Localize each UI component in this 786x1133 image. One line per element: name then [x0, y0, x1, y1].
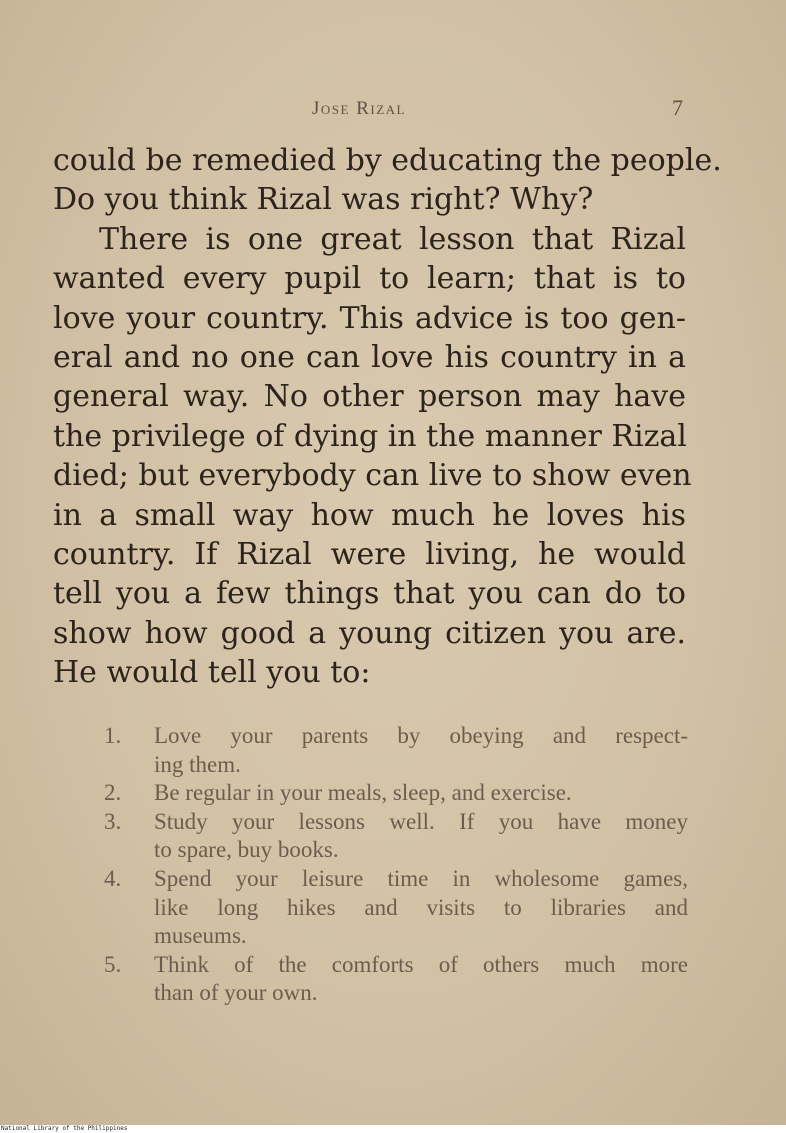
list-item	[104, 722, 688, 779]
list-item-line: museums.	[154, 923, 247, 949]
running-head	[0, 95, 786, 124]
body-line: eral and no one can love his country in a	[53, 340, 686, 376]
body-line: He would tell you to:	[53, 655, 371, 691]
body-line: love your country. This advice is too gen-	[53, 300, 686, 336]
running-title: Jose Rizal	[312, 98, 406, 119]
body-line: died; but everybody can live to show even	[53, 458, 692, 494]
numbered-list	[104, 722, 688, 1008]
list-item-line: than of your own.	[154, 980, 318, 1006]
list-item	[104, 808, 688, 865]
list-item	[104, 951, 688, 1008]
body-line: Do you think Rizal was right? Why?	[53, 182, 594, 218]
list-item	[104, 779, 688, 808]
list-item-number: 2.	[104, 780, 122, 806]
list-item-number: 5.	[104, 951, 122, 977]
list-item-number: 4.	[104, 865, 122, 891]
body-line: show how good a young citizen you are.	[53, 615, 686, 651]
body-line: tell you a few things that you can do to	[53, 576, 686, 612]
body-line: country. If Rizal were living, he would	[53, 537, 686, 573]
list-item	[104, 865, 688, 951]
body-line: There is one great lesson that Rizal	[99, 221, 686, 257]
body-line: general way. No other person may have	[53, 379, 686, 415]
list-item-line: ing them.	[154, 751, 241, 777]
list-item-line: Study your lessons well. If you have money	[154, 808, 688, 834]
list-item-line: like long hikes and visits to libraries and	[154, 894, 688, 920]
list-item-line: Be regular in your meals, sleep, and exercise.	[154, 780, 572, 806]
list-item-number: 3.	[104, 808, 122, 834]
list-item-line: Spend your leisure time in wholesome games,	[154, 865, 688, 891]
footer-credit: National Library of the Philippines	[1, 1125, 128, 1132]
body-line: could be remedied by educating the people.	[53, 143, 722, 178]
body-text	[53, 141, 722, 693]
list-item-number: 1.	[104, 723, 122, 748]
body-line: wanted every pupil to learn; that is to	[53, 261, 686, 297]
list-item-line: Love your parents by obeying and respect-	[154, 723, 688, 748]
body-line: in a small way how much he loves his	[53, 497, 686, 533]
body-line: the privilege of dying in the manner Rizal	[53, 418, 687, 454]
list-item-line: Think of the comforts of others much more	[154, 951, 688, 977]
list-item-line: to spare, buy books.	[154, 837, 339, 863]
page-number: 7	[672, 95, 683, 120]
